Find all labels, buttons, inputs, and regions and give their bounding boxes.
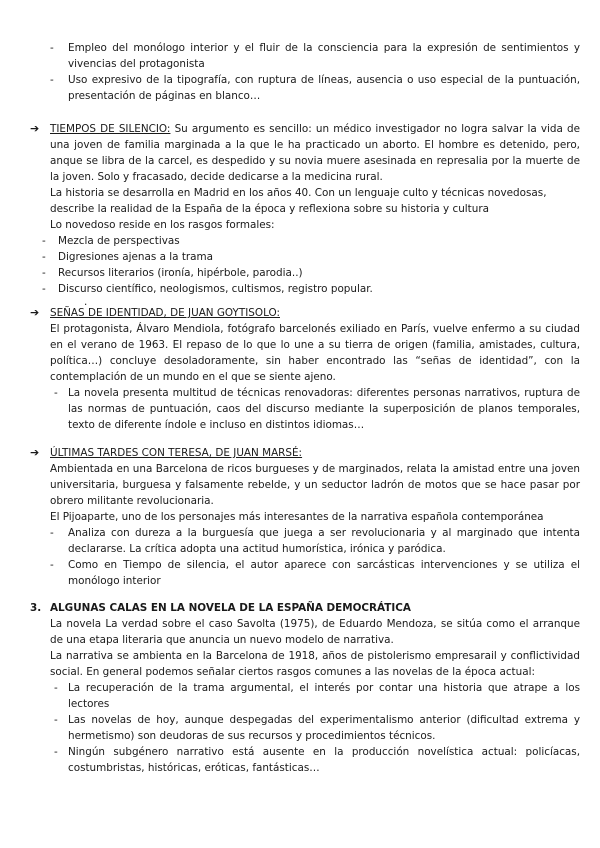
list-item: - Las novelas de hoy, aunque despegadas del experimentalismo anterior (dificultad extrema y hermetismo) son deudoras de sus recursos y procedimientos técnicos. bbox=[50, 712, 580, 744]
senas-section bbox=[32, 305, 580, 433]
section-3-bullet-list bbox=[32, 680, 580, 776]
stray-dot: . bbox=[84, 296, 88, 308]
list-item: - La novela presenta multitud de técnicas renovadoras: diferentes personas narrativos, ruptura de las normas de puntuación, caos del discurso mediante la superposición de planos temporales, texto de diferente índole e incluso en distintos idiomas… bbox=[50, 385, 580, 433]
ultimas-bullet-list bbox=[32, 525, 580, 589]
list-item: - Ningún subgénero narrativo está ausente en la producción novelística actual: policíacas, costumbristas, históricas, eróticas, fantásticas… bbox=[50, 744, 580, 776]
ultimas-para: Ambientada en una Barcelona de ricos burgueses y de marginados, relata la amistad entre una joven universitaria, burguesa y falsamente rebelde, y un seductor ladrón de motos que se hace pasar por obrero militante revolucionaria. bbox=[50, 463, 580, 507]
section-3-number: 3. bbox=[30, 602, 42, 614]
list-item: - La recuperación de la trama argumental, el interés por contar una historia que atrape a los lectores bbox=[50, 680, 580, 712]
senas-para: El protagonista, Álvaro Mendiola, fotógrafo barcelonés exiliado en París, vuelve enfermo a su ciudad en el verano de 1963. El repaso de lo que lo une a su tierra de origen (familia, amistades, cultura, política…) concluye desoladoramente, sin haber encontrado las “señas de identidad”, con la contemplación de un mundo en el que se siente ajeno. bbox=[50, 323, 580, 383]
tiempos-title: TIEMPOS DE SILENCIO: bbox=[50, 123, 171, 135]
ultimas-heading bbox=[32, 445, 580, 461]
top-bullets-block bbox=[32, 40, 580, 104]
arrow-icon: ➔ bbox=[30, 446, 40, 459]
list-item: - Mezcla de perspectivas bbox=[32, 233, 580, 249]
tiempos-heading-paragraph bbox=[32, 121, 580, 185]
list-item: - Empleo del monólogo interior y el fluir de la consciencia para la expresión de sentimientos y vivencias del protagonista bbox=[32, 40, 580, 72]
list-item: - Uso expresivo de la tipografía, con ruptura de líneas, ausencia o uso especial de la puntuación, presentación de páginas en blanco… bbox=[32, 72, 580, 104]
section-3-title: ALGUNAS CALAS EN LA NOVELA DE LA ESPAÑA DEMOCRÁTICA bbox=[50, 602, 411, 614]
senas-bullet-list bbox=[32, 385, 580, 433]
tiempos-bullet-list bbox=[32, 233, 580, 297]
list-item: - Discurso científico, neologismos, cultismos, registro popular. bbox=[32, 281, 580, 297]
list-item: - Como en Tiempo de silencia, el autor aparece con sarcásticas intervenciones y se utiliza el monólogo interior bbox=[32, 557, 580, 589]
section-3-para-1: La novela La verdad sobre el caso Savolta (1975), de Eduardo Mendoza, se sitúa como el arranque de una etapa literaria que anuncia un nuevo modelo de narrativa. bbox=[50, 618, 580, 646]
tiempos-lead: Lo novedoso reside en los rasgos formales: bbox=[50, 219, 275, 231]
tiempos-para: La historia se desarrolla en Madrid en los años 40. Con un lenguaje culto y técnicas novedosas, describe la realidad de la España de la época y reflexiona sobre su historia y cultura bbox=[50, 187, 547, 215]
list-item: - Analiza con dureza a la burguesía que juega a ser revolucionaria y al marginado que intenta declararse. La crítica adopta una actitud humorística, irónica y paródica. bbox=[32, 525, 580, 557]
senas-heading bbox=[32, 305, 580, 321]
tiempos-intro: Su argumento es sencillo: un médico investigador no logra salvar la vida de una joven de familia marginada a la que le ha practicado un aborto. El hombre es detenido, pero, anque se libra de la carcel, es despedido y su novia muere asesinada en represalia por la muerte de la joven. Solo y fracasado, decide dedicarse a la medicina rural. bbox=[50, 123, 580, 183]
section-3-para-2: La narrativa se ambienta en la Barcelona de 1918, años de pistolerismo empresarail y conflictividad social. En general podemos señalar ciertos rasgos comunes a las novelas de la época actual: bbox=[50, 650, 580, 678]
ultimas-section bbox=[32, 445, 580, 589]
tiempos-section bbox=[32, 121, 580, 307]
arrow-icon: ➔ bbox=[30, 306, 40, 319]
list-item: - Digresiones ajenas a la trama bbox=[32, 249, 580, 265]
ultimas-title: ÚLTIMAS TARDES CON TERESA, DE JUAN MARSÉ: bbox=[50, 447, 303, 459]
arrow-icon: ➔ bbox=[30, 122, 40, 135]
ultimas-lead: El Pijoaparte, uno de los personajes más interesantes de la narrativa española contemporánea bbox=[50, 511, 544, 523]
list-item: - Recursos literarios (ironía, hipérbole, parodia..) bbox=[32, 265, 580, 281]
section-3 bbox=[32, 600, 580, 776]
section-3-heading bbox=[32, 600, 580, 616]
senas-title: SEÑAS DE IDENTIDAD, DE JUAN GOYTISOLO: bbox=[50, 307, 280, 319]
top-bullet-list bbox=[32, 40, 580, 104]
